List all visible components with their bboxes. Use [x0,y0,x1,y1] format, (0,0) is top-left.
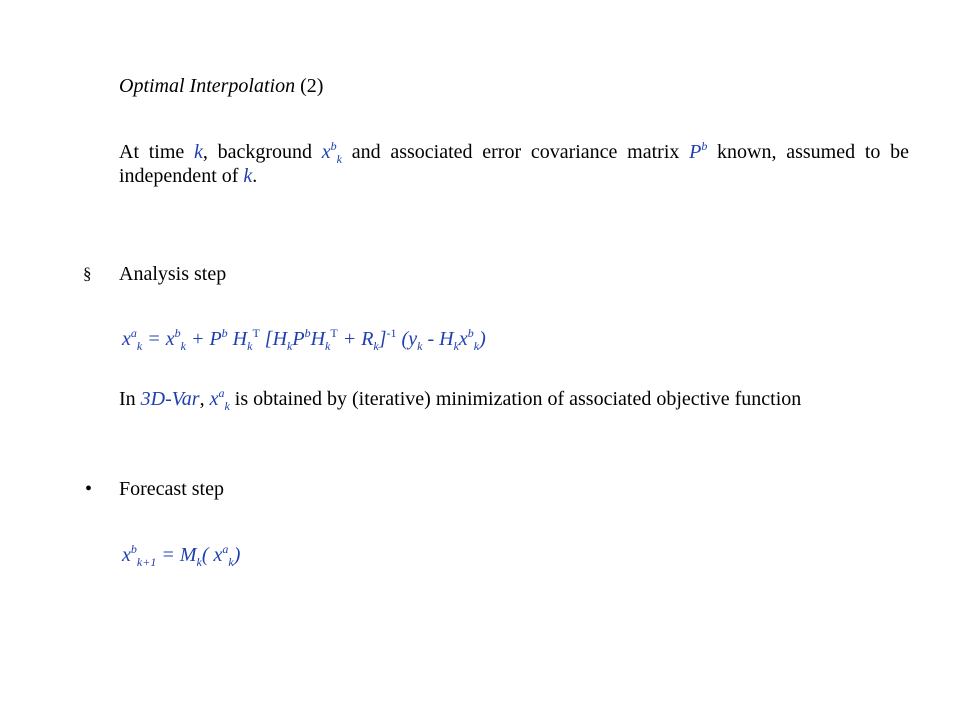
formula-part: -1 [386,326,397,340]
formula-part: H [272,328,288,350]
formula-part: k [417,339,423,353]
formula-part: + [337,328,362,350]
intro-text-4: known, assumed to be independent of [119,141,909,187]
forecast-formula [122,543,240,567]
formula-part: ( [201,544,214,566]
formula-part: ( [396,328,409,350]
formula-part: [ [259,328,273,350]
intro-k-3: k [243,165,253,187]
formula-part: ] [378,328,387,350]
formula-part: b [130,542,137,556]
formula-part: M [179,544,197,566]
analysis-bullet: § [83,264,92,283]
formula-part: H [439,328,454,350]
formula-part: x [213,544,223,566]
title-suffix: (2) [295,75,324,97]
formula-part: T [330,326,338,340]
intro-P: P [689,141,702,163]
formula-part: T [252,326,260,340]
formula-part: k+1 [136,555,157,569]
formula-part: k [180,339,186,353]
analysis-formula [122,327,486,351]
intro-text-1: At time [119,141,195,163]
formula-part: + [185,328,210,350]
formula-part: H [310,328,326,350]
slide-title [119,74,323,98]
var-x-sup: a [218,386,225,400]
title-main: Optimal Interpolation [119,75,296,97]
var-text-3: is obtained by (iterative) minimization of associated objective function [229,388,802,410]
analysis-label: Analysis step [119,263,227,285]
formula-part: - [422,328,440,350]
formula-part: k [373,339,379,353]
formula-part: k [136,339,143,353]
intro-x-sub: k [336,152,342,166]
formula-part: = [156,544,180,566]
intro-x-sup: b [330,139,337,153]
formula-part: k [247,339,253,353]
formula-part: x [458,328,468,350]
formula-part: y [408,328,418,350]
formula-part: a [222,542,229,556]
formula-part: H [227,328,248,350]
formula-part: b [221,326,228,340]
intro-k-1: k [194,141,203,163]
intro-P-sup: b [701,139,708,153]
formula-part: x [122,328,131,350]
var-x-sub: k [224,399,230,413]
formula-part: b [304,326,311,340]
formula-part: k [228,555,234,569]
formula-part: k [325,339,331,353]
formula-part: b [174,326,181,340]
formula-part: R [361,328,374,350]
formula-part: = [142,328,166,350]
forecast-bullet: • [85,478,93,500]
var-3dvar: 3D-Var [140,388,200,410]
intro-text-5: . [252,165,258,187]
forecast-label: Forecast step [119,478,224,500]
formula-part: k [473,339,480,353]
intro-x: x [321,141,331,163]
formula-part: k [453,339,459,353]
formula-part: a [130,326,137,340]
formula-part: ) [479,328,486,350]
formula-part: x [122,544,131,566]
intro-text-2: , background [202,141,322,163]
formula-part: k [196,555,202,569]
var-text-2: , [199,388,210,410]
formula-part: P [209,328,222,350]
var-paragraph [119,387,909,411]
intro-paragraph [119,140,909,188]
var-x: x [209,388,219,410]
formula-part: b [467,326,474,340]
formula-part: P [292,328,305,350]
formula-part: k [287,339,293,353]
formula-part: ) [233,544,241,566]
var-text-1: In [119,388,141,410]
formula-part: x [165,328,175,350]
intro-text-3: and associated error covariance matrix [342,141,690,163]
